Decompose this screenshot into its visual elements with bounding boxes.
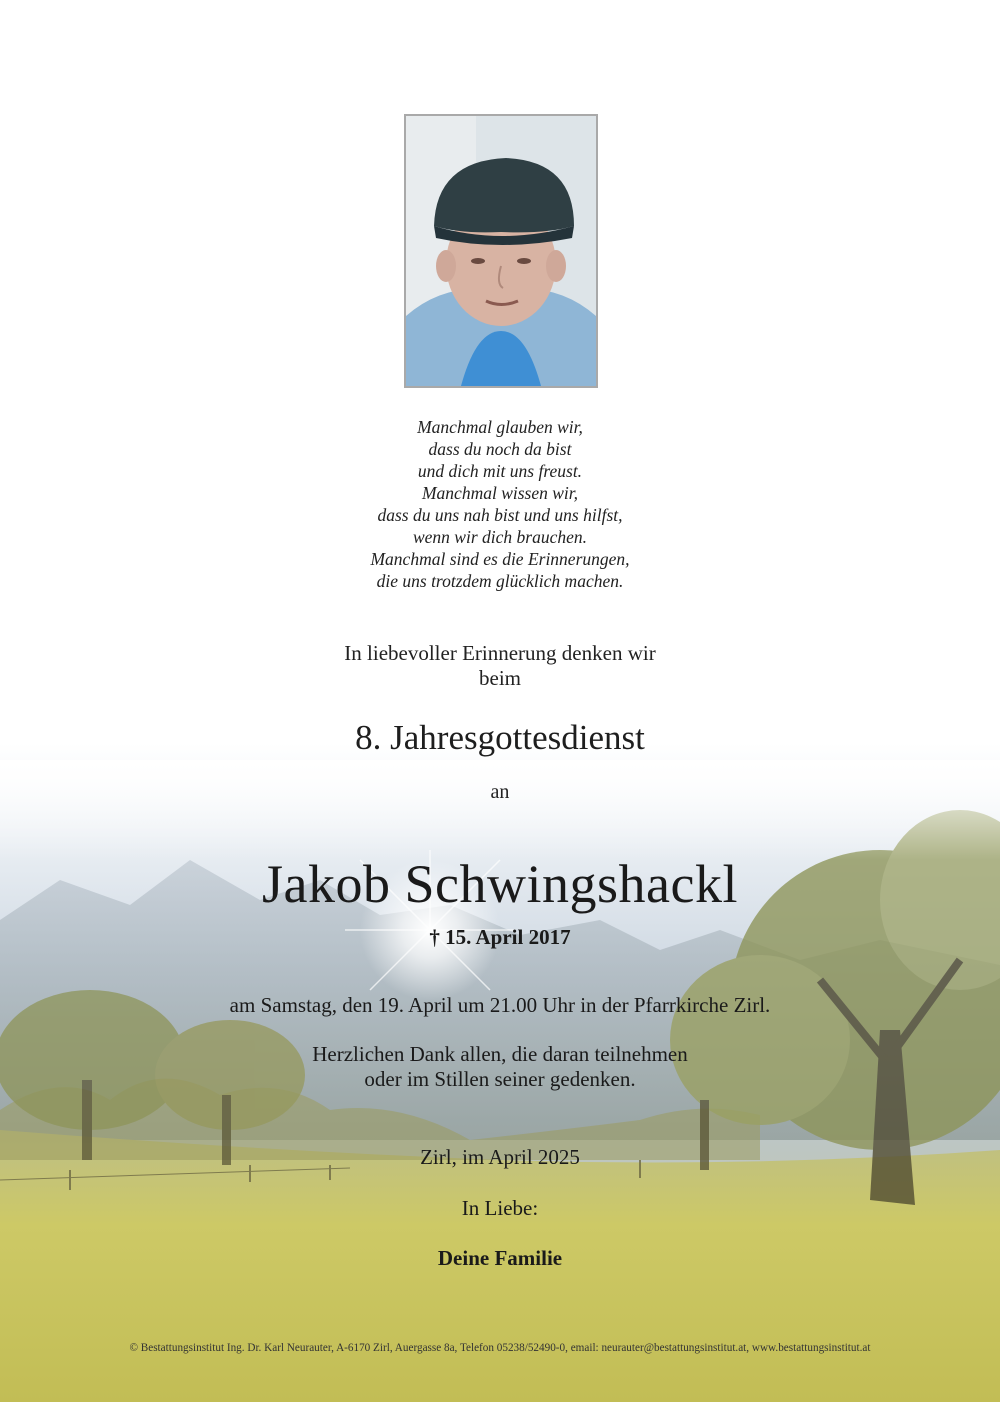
closing-text: In Liebe:	[461, 1196, 539, 1220]
poem-line: Manchmal sind es die Erinnerungen,	[370, 549, 630, 569]
poem-line: Manchmal glauben wir,	[417, 417, 583, 437]
portrait-photo	[404, 114, 598, 388]
occasion-title: 8. Jahresgottesdienst	[355, 718, 645, 757]
poem-line: und dich mit uns freust.	[417, 461, 583, 481]
death-date: † 15. April 2017	[429, 925, 571, 949]
intro-line: beim	[479, 666, 521, 690]
poem-line: dass du uns nah bist und uns hilfst,	[377, 505, 623, 525]
intro-line: In liebevoller Erinnerung denken wir	[344, 641, 656, 665]
poem-line: wenn wir dich brauchen.	[412, 527, 587, 547]
poem-line: Manchmal wissen wir,	[421, 483, 579, 503]
connector-text: an	[490, 781, 510, 803]
thanks-text	[0, 1042, 1000, 1092]
poem-line: die uns trotzdem glücklich machen.	[376, 571, 624, 591]
deceased-name: Jakob Schwingshackl	[262, 854, 738, 914]
thanks-line: Herzlichen Dank allen, die daran teilnehmen	[312, 1042, 688, 1066]
footer-imprint: © Bestattungsinstitut Ing. Dr. Karl Neurauter, A-6170 Zirl, Auergasse 8a, Telefon 05238/52490-0, email: neurauter@bestattungsinstitut.at, www.bestattungsinstitut.at	[129, 1342, 871, 1354]
portrait-illustration	[406, 116, 596, 386]
intro-text	[0, 641, 1000, 691]
thanks-line: oder im Stillen seiner gedenken.	[364, 1067, 636, 1091]
place-date: Zirl, im April 2025	[420, 1145, 580, 1169]
poem-line: dass du noch da bist	[428, 439, 572, 459]
service-details: am Samstag, den 19. April um 21.00 Uhr in der Pfarrkirche Zirl.	[229, 993, 771, 1017]
poem	[0, 416, 1000, 592]
signature: Deine Familie	[437, 1246, 563, 1270]
